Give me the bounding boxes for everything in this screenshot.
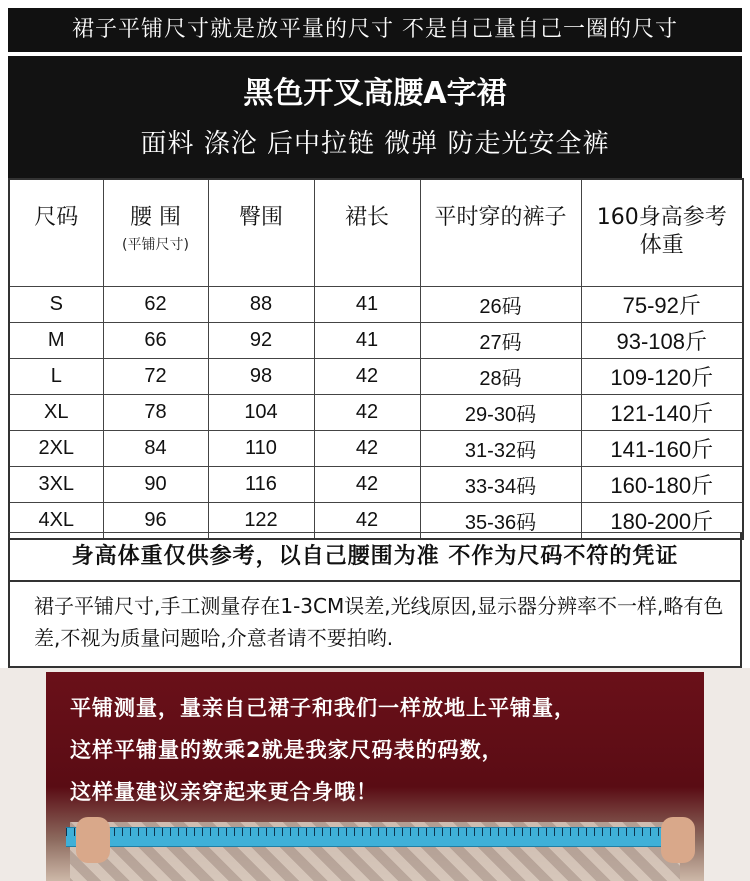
cell-length: 41 [314, 322, 420, 358]
header-waist [103, 179, 208, 286]
cell-pants: 26码 [420, 286, 581, 322]
header-length [314, 179, 420, 286]
cell-waist: 96 [103, 502, 208, 539]
cell-hip: 104 [208, 394, 314, 430]
cell-pants: 27码 [420, 322, 581, 358]
table-row [9, 322, 743, 358]
photo-caption-line: 这样量建议亲穿起来更合身哦！ [70, 780, 378, 804]
top-banner: 裙子平铺尺寸就是放平量的尺寸 不是自己量自己一圈的尺寸 [8, 8, 742, 52]
header-label: 腰 围 [130, 205, 181, 230]
photo-caption-line: 平铺测量，量亲自己裙子和我们一样放地上平铺量， [70, 696, 576, 720]
cell-waist: 84 [103, 430, 208, 466]
cell-waist: 90 [103, 466, 208, 502]
cell-size: 3XL [9, 466, 103, 502]
cell-waist: 66 [103, 322, 208, 358]
cell-waist: 78 [103, 394, 208, 430]
header-weight [581, 179, 743, 286]
cell-length: 42 [314, 466, 420, 502]
cell-pants: 31-32码 [420, 430, 581, 466]
cell-pants: 29-30码 [420, 394, 581, 430]
disclaimer-bold: 身高体重仅供参考，以自己腰围为准 不作为尺码不符的凭证 [8, 532, 742, 582]
cell-size: L [9, 358, 103, 394]
cell-weight: 93-108斤 [581, 322, 743, 358]
cell-size: 2XL [9, 430, 103, 466]
cell-weight: 160-180斤 [581, 466, 743, 502]
cell-length: 42 [314, 358, 420, 394]
cell-weight: 75-92斤 [581, 286, 743, 322]
header-label: 尺码 [34, 205, 79, 230]
cell-weight: 180-200斤 [581, 502, 743, 539]
title-block [8, 56, 742, 178]
measuring-tape-image [66, 827, 686, 847]
right-hand-image [661, 817, 695, 863]
table-row [9, 286, 743, 322]
cell-waist: 72 [103, 358, 208, 394]
header-hip [208, 179, 314, 286]
header-label: 臀围 [238, 205, 283, 230]
cell-length: 42 [314, 502, 420, 539]
measure-photo [46, 672, 704, 881]
cell-length: 42 [314, 430, 420, 466]
table-row [9, 358, 743, 394]
product-title: 黑色开叉高腰A字裙 [243, 76, 507, 111]
cell-length: 41 [314, 286, 420, 322]
header-label: 裙长 [344, 205, 389, 230]
cell-waist: 62 [103, 286, 208, 322]
cell-size: M [9, 322, 103, 358]
cell-size: XL [9, 394, 103, 430]
cell-weight: 121-140斤 [581, 394, 743, 430]
size-table [8, 178, 744, 540]
header-pants [420, 179, 581, 286]
cell-weight: 109-120斤 [581, 358, 743, 394]
product-subtitle: 面料 涤沦 后中拉链 微弹 防走光安全裤 [140, 129, 610, 159]
photo-caption-line: 这样平铺量的数乘2就是我家尺码表的码数， [70, 738, 504, 762]
header-size [9, 179, 103, 286]
table-header-row [9, 179, 743, 286]
header-label: 平时穿的裤子 [434, 205, 567, 230]
cell-hip: 116 [208, 466, 314, 502]
tape-ticks [66, 828, 686, 836]
disclaimer-text: 裙子平铺尺寸,手工测量存在1-3CM误差,光线原因,显示器分辨率不一样,略有色差,不视为质量问题哈,介意者请不要拍哟. [8, 582, 742, 668]
table-body [9, 286, 743, 539]
table-row [9, 430, 743, 466]
cell-length: 42 [314, 394, 420, 430]
left-hand-image [76, 817, 110, 863]
cell-hip: 122 [208, 502, 314, 539]
table-row [9, 394, 743, 430]
cell-hip: 98 [208, 358, 314, 394]
cell-pants: 33-34码 [420, 466, 581, 502]
cell-pants: 28码 [420, 358, 581, 394]
cell-hip: 110 [208, 430, 314, 466]
cell-hip: 92 [208, 322, 314, 358]
header-label: 160身高参考体重 [596, 205, 727, 258]
cell-hip: 88 [208, 286, 314, 322]
header-sublabel: (平铺尺寸) [122, 237, 189, 253]
cell-weight: 141-160斤 [581, 430, 743, 466]
cell-size: 4XL [9, 502, 103, 539]
table-row [9, 466, 743, 502]
cell-size: S [9, 286, 103, 322]
cell-pants: 35-36码 [420, 502, 581, 539]
